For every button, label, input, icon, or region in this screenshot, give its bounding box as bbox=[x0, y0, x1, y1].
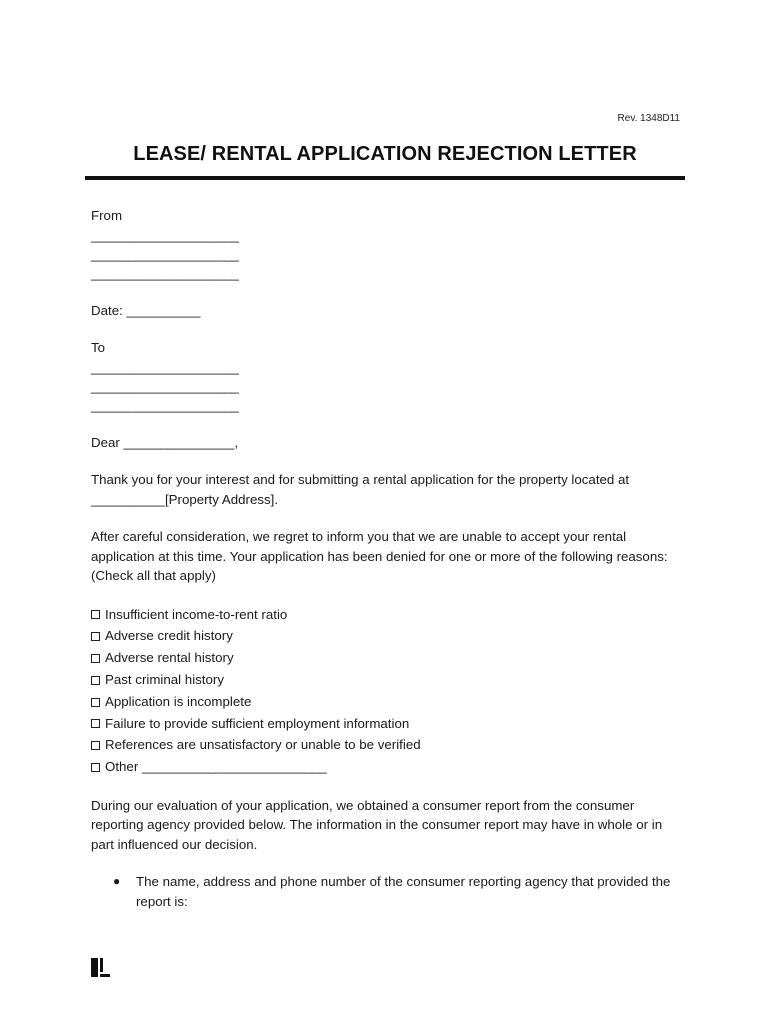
reasons-checklist bbox=[91, 604, 681, 778]
checkbox-icon[interactable] bbox=[91, 654, 100, 663]
to-line-3: ____________________ bbox=[91, 397, 239, 413]
reason-item-rental[interactable] bbox=[91, 647, 681, 669]
paragraph-thanks: Thank you for your interest and for submitting a rental application for the property located at __________[Property Address]. bbox=[91, 472, 630, 507]
to-label: To bbox=[91, 340, 106, 355]
from-label: From bbox=[91, 208, 123, 223]
reason-label: Insufficient income-to-rent ratio bbox=[105, 606, 288, 622]
paragraph-decision: After careful consideration, we regret to inform you that we are unable to accept your rental application at this time. Your application has been denied for one or more of the following reasons: (Check all that apply) bbox=[91, 529, 668, 583]
checkbox-icon[interactable] bbox=[91, 763, 100, 772]
checkbox-icon[interactable] bbox=[91, 610, 100, 619]
reason-label: Adverse credit history bbox=[105, 628, 233, 644]
to-line-2: ____________________ bbox=[91, 378, 239, 394]
reason-label: Application is incomplete bbox=[105, 693, 252, 709]
reason-label: Past criminal history bbox=[105, 672, 224, 688]
bullet-icon: ● bbox=[113, 874, 121, 889]
document-title: LEASE/ RENTAL APPLICATION REJECTION LETTER bbox=[133, 143, 637, 165]
to-line-1: ____________________ bbox=[91, 359, 239, 375]
reason-item-other[interactable] bbox=[91, 756, 681, 778]
bullet-text: The name, address and phone number of the consumer reporting agency that provided the report is: bbox=[136, 874, 671, 909]
revision-number: Rev. 1348D11 bbox=[617, 113, 680, 124]
checkbox-icon[interactable] bbox=[91, 698, 100, 707]
reason-item-credit[interactable] bbox=[91, 625, 681, 647]
paragraph-report: During our evaluation of your application, we obtained a consumer report from the consumer reporting agency provided below. The information in the consumer report may have in whole or in part influenced our decision. bbox=[91, 797, 663, 852]
from-line-3: ____________________ bbox=[91, 265, 239, 281]
reason-item-incomplete[interactable] bbox=[91, 691, 681, 713]
reason-item-references[interactable] bbox=[91, 734, 681, 756]
checkbox-icon[interactable] bbox=[91, 632, 100, 641]
reason-item-income[interactable] bbox=[91, 604, 681, 626]
checkbox-icon[interactable] bbox=[91, 676, 100, 685]
from-line-1: ____________________ bbox=[91, 227, 239, 243]
checkbox-icon[interactable] bbox=[91, 741, 100, 750]
date-field: Date: __________ bbox=[91, 302, 201, 318]
reason-label: Adverse rental history bbox=[105, 650, 234, 666]
letter-body bbox=[91, 206, 681, 911]
bullet-item-agency bbox=[113, 872, 681, 911]
title-divider bbox=[85, 176, 685, 180]
checkbox-icon[interactable] bbox=[91, 719, 100, 728]
reason-item-employment[interactable] bbox=[91, 712, 681, 734]
reason-item-criminal[interactable] bbox=[91, 669, 681, 691]
brand-logo-icon bbox=[91, 958, 110, 977]
salutation: Dear _______________, bbox=[91, 434, 239, 450]
reason-label: References are unsatisfactory or unable to be verified bbox=[105, 737, 421, 753]
reason-label: Other _________________________ bbox=[105, 759, 327, 775]
from-line-2: ____________________ bbox=[91, 246, 239, 262]
reason-label: Failure to provide sufficient employment information bbox=[105, 715, 410, 731]
